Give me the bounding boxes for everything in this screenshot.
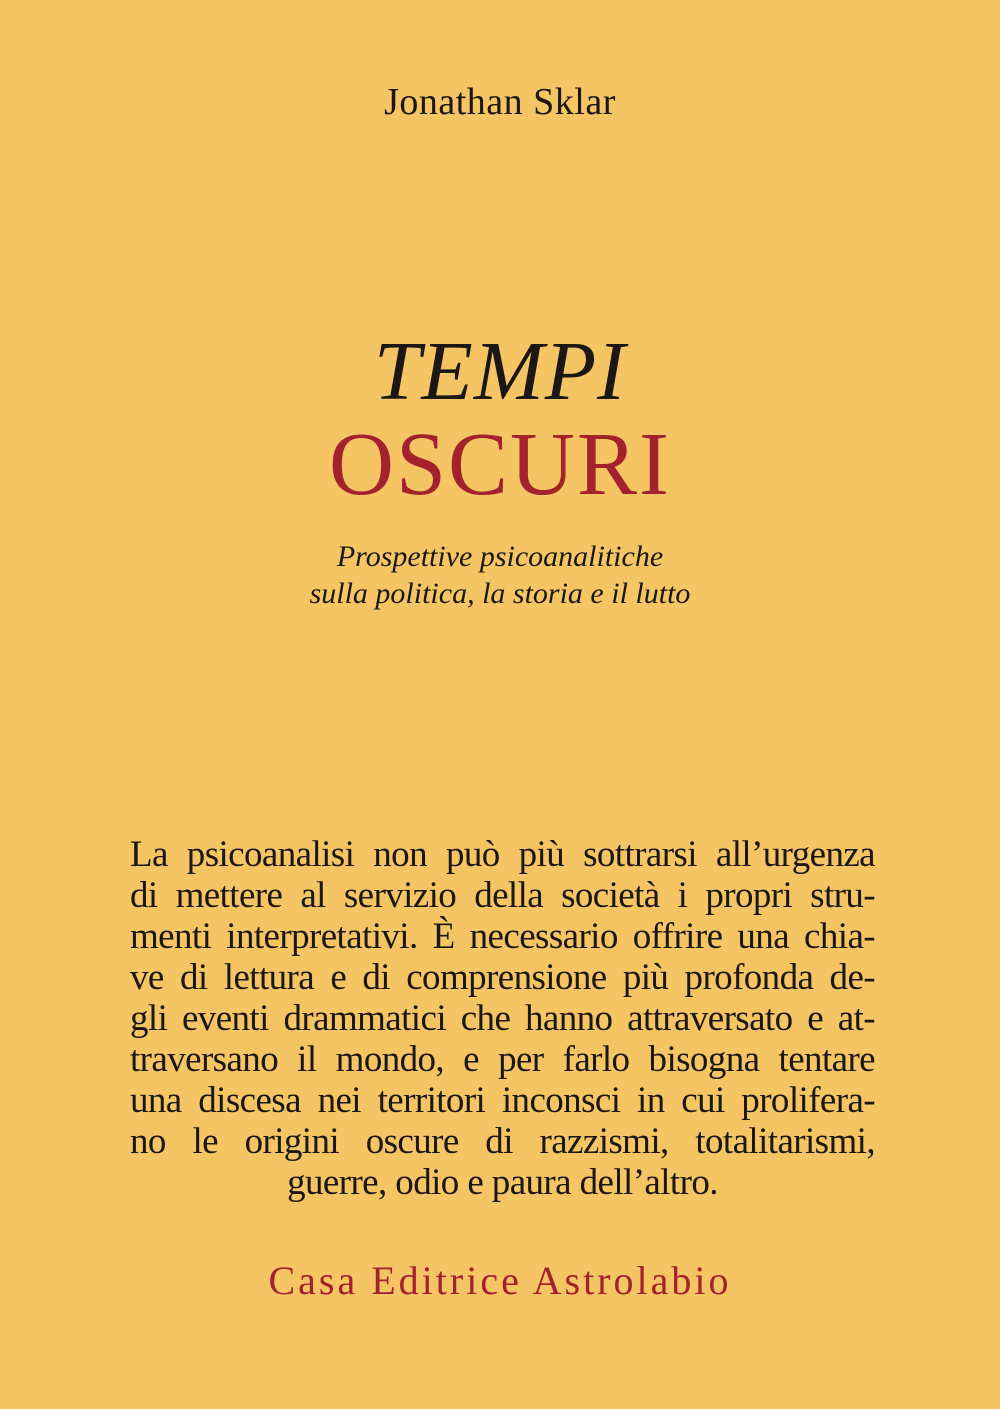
publisher-name: Casa Editrice Astrolabio — [268, 1258, 732, 1303]
blurb-line: guerre, odio e paura dell’altro. — [287, 1162, 718, 1203]
title-line-2: OSCURI — [328, 415, 672, 514]
subtitle-line: sulla politica, la storia e il lutto — [309, 577, 691, 610]
blurb-paragraph — [130, 834, 875, 1203]
blurb-line: traversano il mondo, e per farlo bisogna tentare — [130, 1039, 875, 1080]
blurb-line: menti interpretativi. È necessario offrire una chia- — [130, 916, 875, 957]
blurb-line: una discesa nei territori inconsci in cui prolifera- — [130, 1080, 875, 1121]
blurb-line: di mettere al servizio della società i propri stru- — [130, 875, 875, 916]
author-name: Jonathan Sklar — [384, 81, 616, 123]
subtitle-line: Prospettive psicoanalitiche — [336, 540, 664, 573]
blurb-line: no le origini oscure di razzismi, totalitarismi, — [130, 1121, 875, 1162]
blurb-line: La psicoanalisi non può più sottrarsi all’urgenza — [130, 834, 875, 875]
blurb-line: ve di lettura e di comprensione più profonda de- — [130, 957, 875, 998]
title-line-1: TEMPI — [373, 325, 627, 418]
blurb-line: gli eventi drammatici che hanno attraversato e at- — [130, 998, 875, 1039]
subtitle — [0, 538, 1000, 612]
